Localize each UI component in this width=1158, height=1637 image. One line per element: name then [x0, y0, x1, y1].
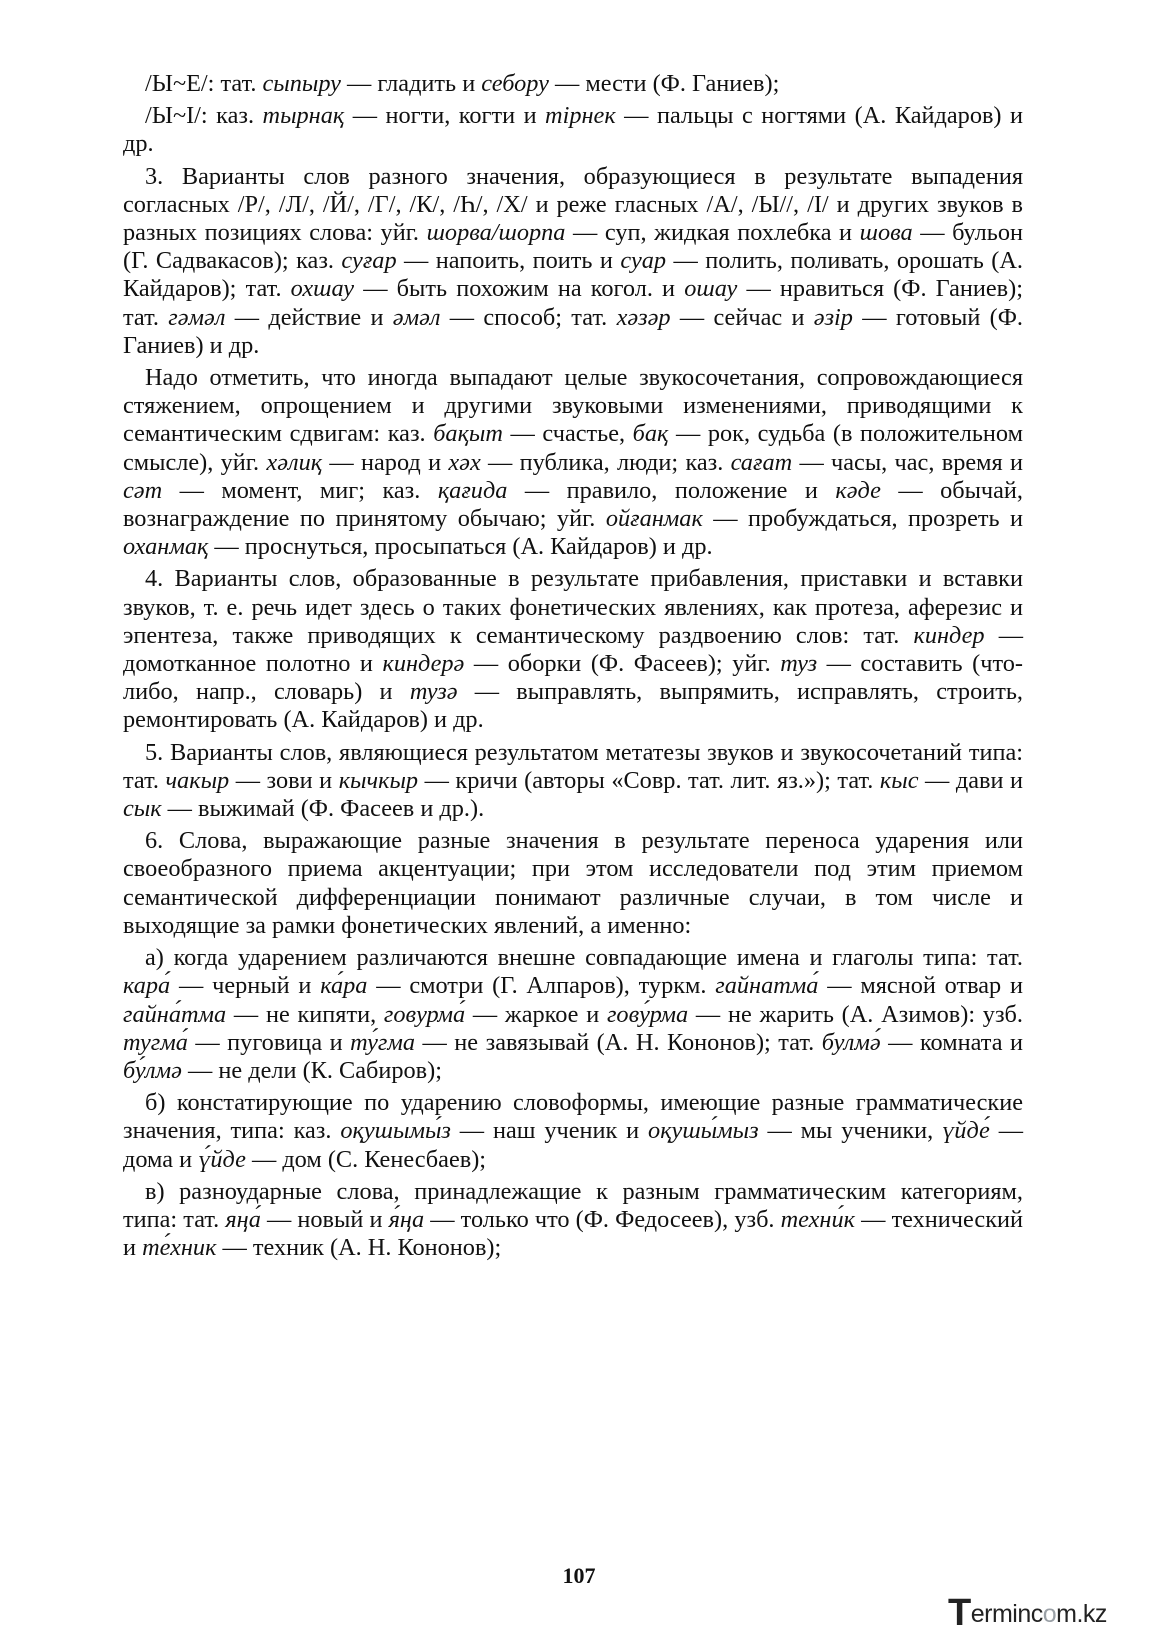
italic-term: оқушы́мыз [648, 1117, 759, 1145]
text-run: — не завязывай (А. Н. Кононов); тат. [414, 1028, 822, 1056]
text-run: — публика, люди; каз. [480, 448, 731, 476]
text-run: /Ы~І/: каз. [145, 102, 263, 130]
text-run: 3. Варианты слов разного значения, образующиеся в результате выпадения согласных /Р/, /Л/, /Й/, /Г/, /К/, /Һ/, /Х/ и реже гласных /А/, /Ы//, /І/ и других звуков в разных позициях слова: уйг. [123, 162, 1023, 247]
paragraph-3 [123, 163, 1023, 360]
italic-term: әзір [813, 303, 853, 331]
text-run: в) разноударные слова, принадлежащие к разным грамматическим категориям, типа: тат. [123, 1177, 1023, 1233]
italic-term: хәх [448, 448, 481, 476]
italic-term: шова [859, 219, 913, 247]
italic-term: ту́гма [350, 1028, 415, 1056]
italic-term: кара́ [123, 972, 171, 1000]
italic-term: бақыт [433, 420, 503, 448]
italic-term: сык [123, 795, 162, 823]
text-run: — мести (Ф. Ганиев); [548, 70, 780, 97]
text-run: — напоить, поить и [396, 247, 621, 275]
text-run: /Ы~Е/: тат. [145, 70, 263, 97]
paragraph-4 [123, 364, 1023, 561]
page-body [123, 70, 1023, 1266]
text-run: — бульон (Г. Садвакасов); каз. [123, 219, 1023, 275]
italic-term: тірнек [545, 102, 616, 130]
paragraph-6 [123, 739, 1023, 824]
text-run: — дави и [918, 766, 1023, 794]
text-run: — часы, час, время и [792, 448, 1023, 476]
text-run: — готовый (Ф. Ганиев) и др. [123, 303, 1023, 359]
italic-term: гайна́тма [123, 1000, 227, 1028]
text-run: — выправлять, выпрямить, исправлять, строить, ремонтировать (А. Кайдаров) и др. [123, 678, 1023, 734]
text-run: — мясной отвар и [818, 972, 1023, 1000]
text-run: — пуговица и [187, 1028, 351, 1056]
italic-term: сағат [730, 448, 793, 476]
italic-term: сәт [123, 476, 163, 504]
text-run: — только что (Ф. Федосеев), узб. [424, 1205, 781, 1233]
text-run: — домотканное полотно и [123, 621, 1023, 678]
text-run: — суп, жидкая похлебка и [565, 219, 860, 247]
text-run: — кричи (авторы «Совр. тат. лит. яз.»); тат. [418, 766, 880, 794]
text-run: — оборки (Ф. Фасеев); уйг. [464, 650, 781, 678]
text-run: — не жарить (А. Азимов): узб. [688, 1000, 1023, 1028]
text-run: 5. Варианты слов, являющиеся результатом метатезы звуков и звукосочетаний типа: тат. [123, 738, 1023, 794]
text-run: — жаркое и [465, 1000, 607, 1028]
italic-term: ошау [684, 275, 738, 303]
italic-term: гәмәл [168, 303, 226, 331]
text-run: — зови и [229, 766, 339, 794]
italic-term: говурма́ [383, 1000, 466, 1028]
text-run: — пальцы с ногтями (А. Кайдаров) и др. [123, 102, 1024, 158]
italic-term: туз [780, 650, 818, 678]
italic-term: кәде [835, 476, 881, 504]
text-run: — народ и [322, 448, 449, 476]
italic-term: охшау [290, 275, 355, 303]
italic-term: шорва/шорпа [426, 219, 566, 247]
italic-term: қағида [437, 476, 508, 504]
italic-term: те́хник [142, 1234, 217, 1262]
text-run: — составить (что-либо, напр., словарь) и [123, 650, 1023, 706]
text-run: — обычай, вознаграждение по принятому обычаю; уйг. [123, 476, 1023, 533]
text-run: — ногти, когти и [344, 102, 546, 130]
paragraph-7 [123, 827, 1023, 940]
text-run: б) констатирующие по ударению словоформы, имеющие разные грамматические значения, типа: каз. [123, 1089, 1023, 1145]
paragraph-10 [123, 1178, 1023, 1263]
text-run: — полить, поливать, орошать (А. Кайдаров); тат. [123, 247, 1023, 303]
italic-term: бақ [632, 420, 669, 448]
text-run: — дом (С. Кенесбаев); [245, 1145, 487, 1173]
watermark-text-a: erminc [970, 1600, 1043, 1628]
italic-term: хәлиқ [266, 448, 323, 476]
text-run: — комната и [880, 1028, 1023, 1056]
italic-term: киндер [913, 621, 985, 649]
watermark-text-b: m.kz [1056, 1600, 1107, 1628]
text-run: — черный и [170, 972, 321, 1000]
text-run: 6. Слова, выражающие разные значения в результате переноса ударения или своеобразного приема акцентуации; при этом исследователи под этим приемом семантической дифференциации понимают различные случаи, в том числе и выходящие за рамки фонетических явлений, а именно: [123, 827, 1023, 939]
text-run: — наш ученик и [450, 1117, 649, 1145]
text-run: — дома и [123, 1117, 1023, 1173]
paragraph-8 [123, 944, 1023, 1085]
italic-term: тырнақ [262, 102, 345, 130]
text-run: — проснуться, просыпаться (А. Кайдаров) и др. [208, 533, 713, 561]
watermark-logo [948, 1592, 1107, 1635]
paragraph-1 [123, 70, 1023, 98]
text-run: а) когда ударением различаются внешне совпадающие имена и глаголы типа: тат. [145, 944, 1023, 972]
italic-term: киндерә [382, 650, 465, 678]
italic-term: ка́ра [320, 972, 368, 1000]
text-run: — мы ученики, [758, 1117, 943, 1145]
text-run: — смотри (Г. Алпаров), туркм. [367, 972, 716, 1000]
text-run: — технический и [123, 1205, 1024, 1262]
watermark-o: o [1042, 1600, 1057, 1628]
text-run: — техник (А. Н. Кононов); [216, 1234, 502, 1262]
text-run: Надо отметить, что иногда выпадают целые звукосочетания, сопровождающиеся стяжением, опрощением и другими звуковыми изменениями, приводящими к семантическим сдвигам: каз. [123, 364, 1023, 448]
italic-term: яңа́ [225, 1205, 261, 1233]
text-run: — не дели (К. Сабиров); [181, 1056, 442, 1084]
italic-term: кыс [879, 766, 919, 794]
paragraph-9 [123, 1089, 1023, 1174]
text-run: — рок, судьба (в положительном смысле), уйг. [123, 420, 1023, 476]
italic-term: оханмақ [123, 533, 209, 561]
text-run: — нравиться (Ф. Ганиев); тат. [123, 275, 1023, 331]
paragraph-2 [123, 102, 1023, 158]
italic-term: хәзәр [616, 303, 671, 331]
italic-term: я́ңа [388, 1205, 425, 1233]
italic-term: себору [481, 70, 549, 97]
text-run: — счастье, [502, 420, 633, 448]
text-run: — выжимай (Ф. Фасеев и др.). [161, 795, 485, 823]
text-run: — способ; тат. [440, 303, 617, 331]
italic-term: тугма́ [123, 1028, 188, 1056]
italic-term: кычкыр [338, 766, 419, 794]
page-number: 107 [562, 1563, 596, 1588]
italic-term: сыпыру [262, 70, 341, 97]
text-run: — быть похожим на когол. и [354, 275, 685, 303]
text-run: — не кипяти, [226, 1000, 384, 1028]
text-run: — действие и [225, 303, 393, 331]
text-run: — сейчас и [670, 303, 814, 331]
italic-term: чакыр [165, 766, 230, 794]
text-run: 4. Варианты слов, образованные в результате прибавления, приставки и вставки звуков, т. е. речь идет здесь о таких фонетических явлениях, как протеза, аферезис и эпентеза, также приводящих к семантическому раздвоению слов: тат. [123, 565, 1023, 649]
text-run: — пробуждаться, прозреть и [702, 505, 1023, 533]
text-run: — гладить и [340, 70, 482, 97]
italic-term: ойғанмак [605, 505, 703, 533]
text-run: — момент, миг; каз. [162, 476, 438, 504]
italic-term: оқушымы́з [340, 1117, 451, 1145]
italic-term: булмә́ [821, 1028, 881, 1056]
italic-term: үйде́ [942, 1117, 990, 1145]
italic-term: бу́лмә [123, 1056, 182, 1084]
italic-term: техни́к [780, 1205, 856, 1233]
italic-term: суғар [341, 247, 397, 275]
text-run: — новый и [260, 1205, 389, 1233]
italic-term: гайнатма́ [715, 972, 819, 1000]
italic-term: әмәл [392, 303, 441, 331]
paragraph-5 [123, 565, 1023, 734]
text-run: — правило, положение и [507, 476, 836, 504]
italic-term: гову́рма [606, 1000, 689, 1028]
italic-term: суар [620, 247, 667, 275]
watermark-initial: T [948, 1592, 971, 1634]
italic-term: ү́йде [198, 1145, 246, 1173]
italic-term: тузә [409, 678, 458, 706]
